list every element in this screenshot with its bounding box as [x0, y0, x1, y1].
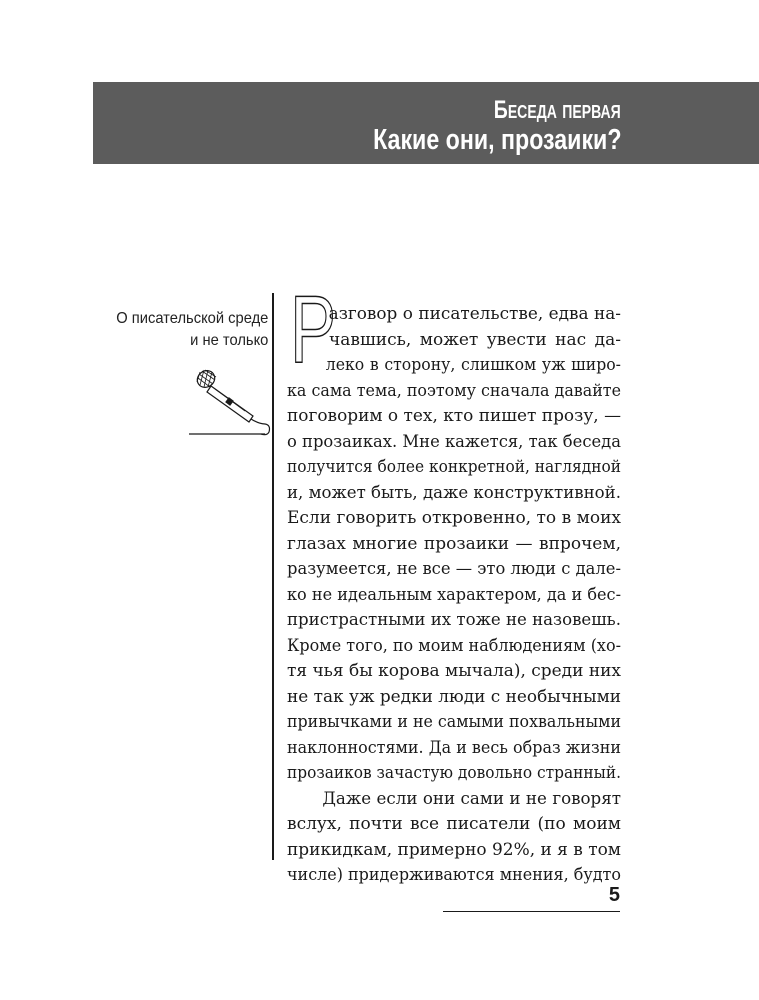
text-line: азговор о писательстве, едва на-: [328, 304, 621, 324]
chapter-kicker-text: Беседа первая: [494, 96, 621, 124]
vertical-divider: [272, 293, 274, 860]
text-line: наклонностями. Да и весь образ жизни: [287, 737, 621, 758]
text-line: чавшись, может увести нас да-: [329, 329, 621, 350]
text-line: глазах многие прозаики — впрочем,: [287, 533, 621, 554]
sidebar-note-line: и не только: [189, 332, 268, 349]
chapter-title: Какие они, прозаики?: [372, 124, 621, 156]
sidebar-note-line: О писательской среде: [115, 310, 268, 327]
text-line: разумеется, не все — это люди с дале-: [287, 559, 621, 579]
text-line: не так уж редки люди с необычными: [287, 686, 621, 707]
text-line: Если говорить откровенно, то в моих: [287, 508, 621, 528]
text-line: пристрастными их тоже не назовешь.: [287, 610, 621, 630]
text-line: получится более конкретной, наглядной: [287, 457, 621, 477]
text-line: поговорим о тех, кто пишет прозу, —: [287, 406, 621, 426]
footer-rule: [443, 911, 620, 912]
page-number: 5: [608, 884, 620, 906]
text-line: леко в сторону, слишком уж широ-: [325, 355, 621, 375]
sidebar-note: [116, 308, 268, 352]
text-line: ко не идеальным характером, да и бес-: [287, 584, 621, 605]
text-line: Кроме того, по моим наблюдениям (хо-: [287, 635, 621, 656]
text-line: о прозаиках. Мне кажется, так беседа: [287, 431, 621, 452]
page-footer: [443, 884, 620, 914]
microphone-icon: [189, 362, 273, 436]
chapter-kicker: [494, 96, 621, 125]
text-line: тя чья бы корова мычала), среди них: [287, 661, 621, 681]
text-line: прозаиков зачастую довольно странный.: [287, 763, 621, 783]
text-line: и, может быть, даже конструктивной.: [287, 482, 621, 503]
text-line: Даже если они сами и не говорят: [322, 788, 621, 809]
text-line: ка сама тема, поэтому сначала давайте: [287, 380, 621, 401]
text-line: привычками и не самыми похвальными: [287, 712, 621, 732]
text-line: вслух, почти все писатели (по моим: [287, 814, 621, 834]
text-line: числе) придерживаются мнения, будто: [287, 865, 621, 885]
chapter-header-band: [93, 82, 759, 164]
article-body: [287, 302, 621, 889]
drop-cap: Р: [290, 276, 337, 383]
text-line: прикидкам, примерно 92%, и я в том: [287, 839, 621, 860]
